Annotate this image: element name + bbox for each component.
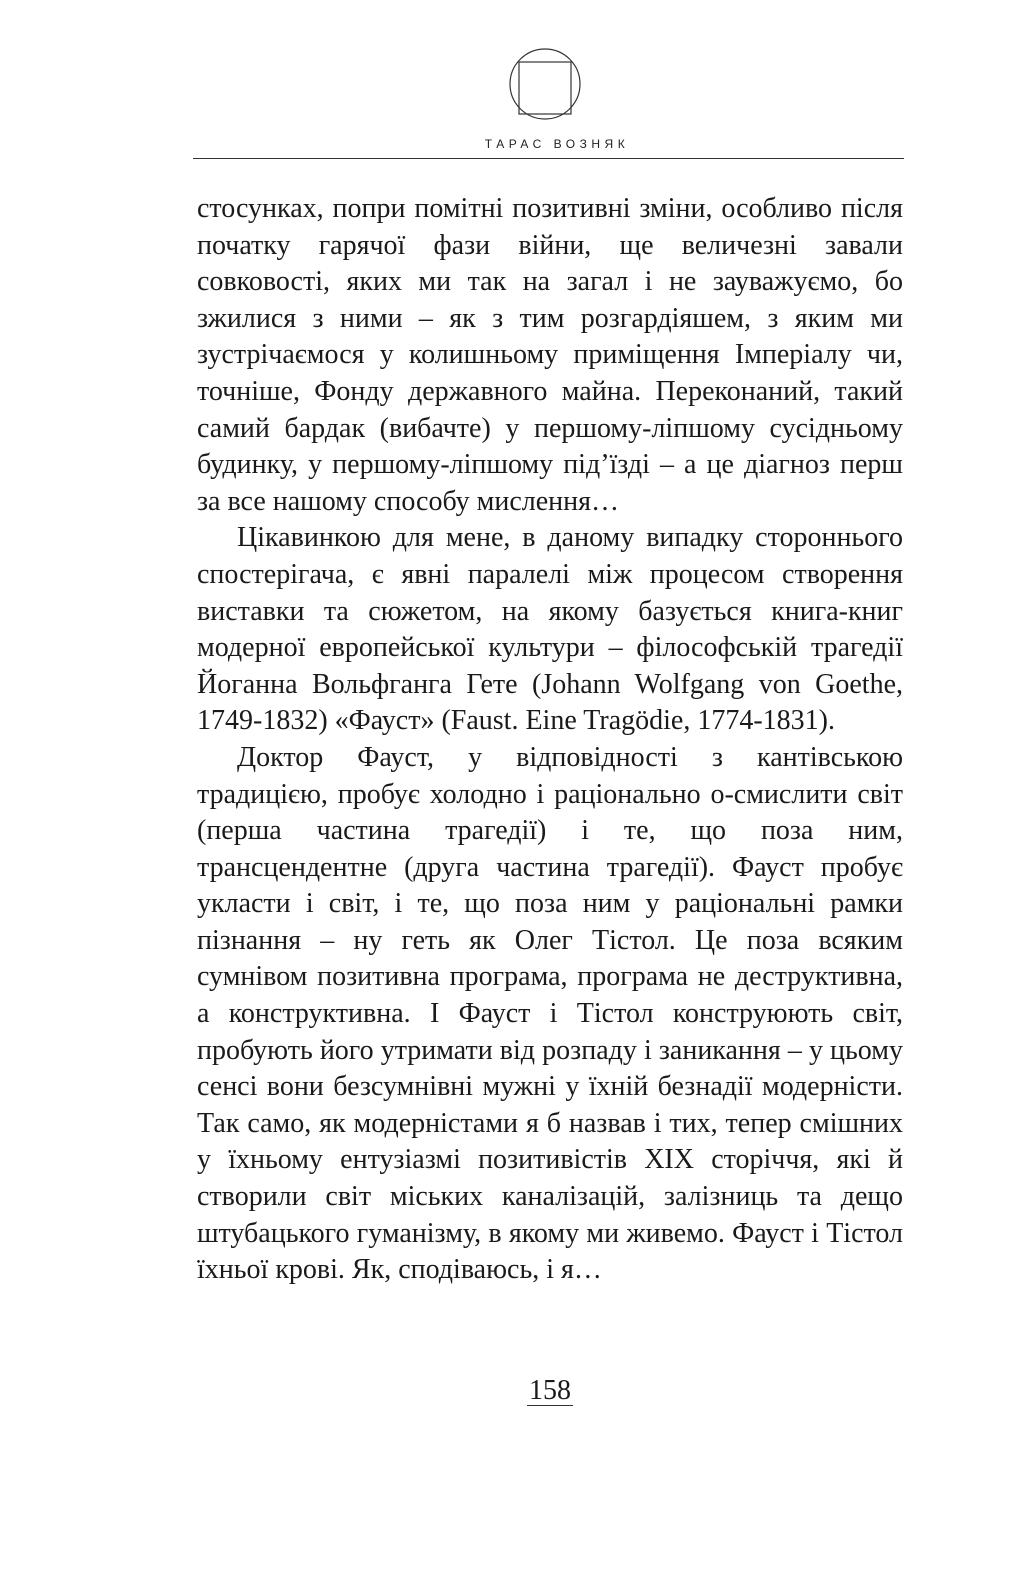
header-rule xyxy=(193,158,904,159)
running-head-author: ТАРАС ВОЗНЯК xyxy=(484,137,630,151)
circle-square-logo-icon xyxy=(507,46,583,122)
paragraph-continued: стосунках, попри помітні позитивні зміни, особливо після початку гарячої фази війни, ще величезні завали совковості, яких ми так на загал і не зауважуємо, бо зжилися з ними – як з тим розгардіяшем, з яким ми зустрічаємося у колишньому приміщення Імперіалу чи, точніше, Фонду державного майна. Переконаний, такий самий бардак (вибачте) у першому-ліпшому сусідньому будинку, у першому-ліпшому під’їзді – а це діагноз перш за все нашому способу мислення… xyxy=(197,193,903,517)
page-number-value: 158 xyxy=(529,1375,571,1406)
paragraph-doctor-faust: Доктор Фауст, у відповідності з кантівською традицією, пробує холодно і раціонально о-смислити світ (перша частина трагедії) і те, що поза ним, трансцендентне (друга частина трагедії). Фауст пробує укласти і світ, і те, що поза ним у раціональні рамки пізнання – ну геть як Олег Тістол. Це поза всяким сумнівом позитивна програма, програма не деструктивна, а конструктивна. І Фауст і Тістол конструюють світ, пробують його утримати від розпаду і заникання – у цьому сенсі вони безсумнівні мужні у їхній безнадії модерністи. Так само, як модерністами я б назвав і тих, тепер смішних у їхньому ентузіазмі позитивістів XIX сторіччя, які й створили світ міських каналізацій, залізниць та дещо штубацького гуманізму, в якому ми живемо. Фауст і Тістол їхньої крові. Як, сподіваюсь, і я… xyxy=(197,741,903,1286)
paragraph-faust-parallels: Цікавинкою для мене, в даному випадку стороннього спостерігача, є явні паралелі між процесом створення виставки та сюжетом, на якому базується книга-книг модерної европейської культури – філософській трагедії Йоганна Вольфганга Гете (Johann Wolfgang von Goethe, 1749-1832) «Фауст» (Faust. Eine Tragödie, 1774-1831). xyxy=(197,522,903,737)
page-number xyxy=(0,1375,1024,1407)
page-body xyxy=(197,191,903,1289)
